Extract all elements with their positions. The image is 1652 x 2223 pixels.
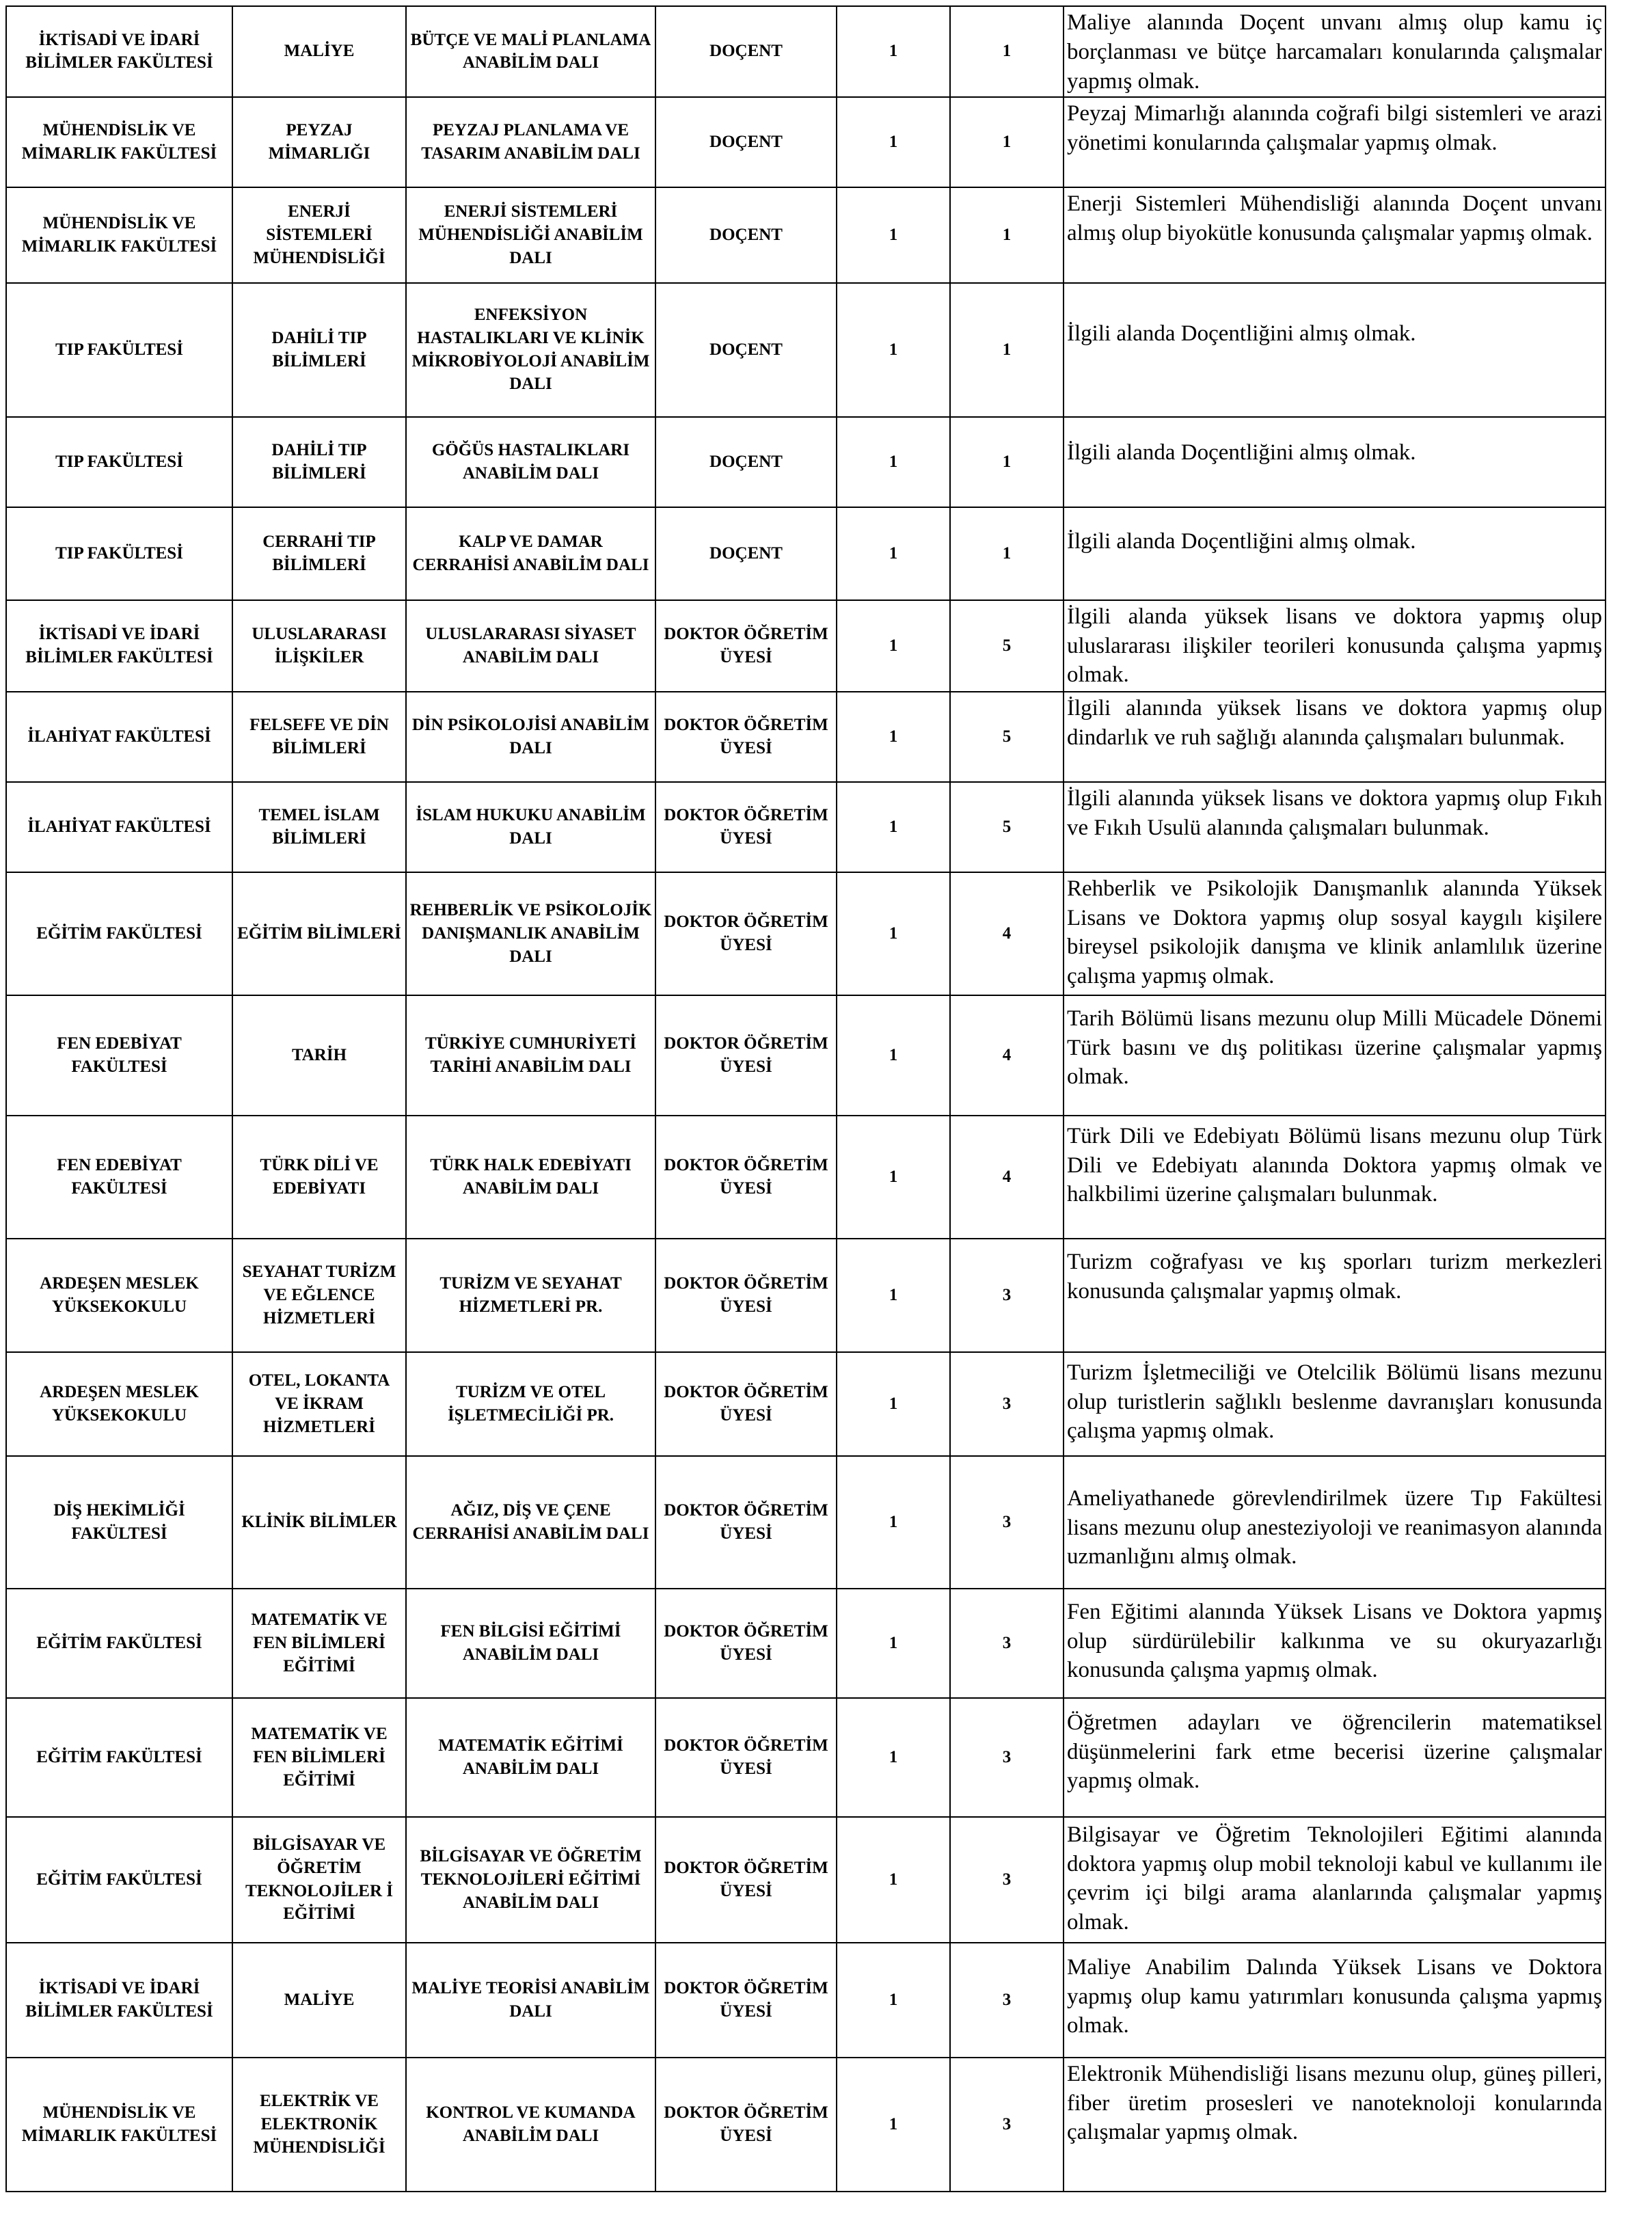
count-cell: 3 bbox=[950, 1943, 1064, 2058]
division-cell: BÜTÇE VE MALİ PLANLAMA ANABİLİM DALI bbox=[406, 6, 655, 97]
degree-cell: 1 bbox=[837, 782, 950, 872]
division-cell: BİLGİSAYAR VE ÖĞRETİM TEKNOLOJİLERİ EĞİTİMİ ANABİLİM DALI bbox=[406, 1817, 655, 1943]
requirement-cell: Fen Eğitimi alanında Yüksek Lisans ve Doktora yapmış olup sürdürülebilir kalkınma ve su okuryazarlığı konusunda çalışma yapmış olmak. bbox=[1064, 1589, 1606, 1698]
title-cell: DOKTOR ÖĞRETİM ÜYESİ bbox=[655, 692, 837, 782]
degree-cell: 1 bbox=[837, 1589, 950, 1698]
title-cell: DOKTOR ÖĞRETİM ÜYESİ bbox=[655, 995, 837, 1116]
faculty-cell: DİŞ HEKİMLİĞİ FAKÜLTESİ bbox=[6, 1456, 232, 1589]
requirement-cell: İlgili alanda Doçentliğini almış olmak. bbox=[1064, 507, 1606, 600]
department-cell: ELEKTRİK VE ELEKTRONİK MÜHENDİSLİĞİ bbox=[232, 2058, 406, 2192]
department-cell: DAHİLİ TIP BİLİMLERİ bbox=[232, 417, 406, 507]
count-cell: 3 bbox=[950, 1589, 1064, 1698]
requirement-cell: Elektronik Mühendisliği lisans mezunu olup, güneş pilleri, fiber üretim prosesleri ve nanoteknoloji konularında çalışmalar yapmış olmak. bbox=[1064, 2058, 1606, 2192]
degree-cell: 1 bbox=[837, 6, 950, 97]
department-cell: TARİH bbox=[232, 995, 406, 1116]
department-cell: KLİNİK BİLİMLER bbox=[232, 1456, 406, 1589]
table-row bbox=[6, 283, 1606, 417]
division-cell: ENFEKSİYON HASTALIKLARI VE KLİNİK MİKROBİYOLOJİ ANABİLİM DALI bbox=[406, 283, 655, 417]
degree-cell: 1 bbox=[837, 283, 950, 417]
title-cell: DOKTOR ÖĞRETİM ÜYESİ bbox=[655, 782, 837, 872]
division-cell: TURİZM VE SEYAHAT HİZMETLERİ PR. bbox=[406, 1239, 655, 1352]
faculty-cell: FEN EDEBİYAT FAKÜLTESİ bbox=[6, 1116, 232, 1239]
degree-cell: 1 bbox=[837, 1817, 950, 1943]
table-row bbox=[6, 1698, 1606, 1817]
table-row bbox=[6, 1239, 1606, 1352]
faculty-cell: EĞİTİM FAKÜLTESİ bbox=[6, 1589, 232, 1698]
count-cell: 3 bbox=[950, 1456, 1064, 1589]
table-row bbox=[6, 995, 1606, 1116]
count-cell: 3 bbox=[950, 1698, 1064, 1817]
degree-cell: 1 bbox=[837, 600, 950, 692]
degree-cell: 1 bbox=[837, 872, 950, 995]
degree-cell: 1 bbox=[837, 97, 950, 187]
table-row bbox=[6, 1589, 1606, 1698]
table-row bbox=[6, 1943, 1606, 2058]
document-page bbox=[5, 5, 1605, 2192]
count-cell: 3 bbox=[950, 2058, 1064, 2192]
department-cell: SEYAHAT TURİZM VE EĞLENCE HİZMETLERİ bbox=[232, 1239, 406, 1352]
requirement-cell: Tarih Bölümü lisans mezunu olup Milli Mücadele Dönemi Türk basını ve dış politikası üzerine çalışmalar yapmış olmak. bbox=[1064, 995, 1606, 1116]
count-cell: 1 bbox=[950, 6, 1064, 97]
count-cell: 4 bbox=[950, 872, 1064, 995]
requirement-cell: Öğretmen adayları ve öğrencilerin matematiksel düşünmelerini fark etme becerisi üzerine çalışmalar yapmış olmak. bbox=[1064, 1698, 1606, 1817]
requirement-cell: Peyzaj Mimarlığı alanında coğrafi bilgi sistemleri ve arazi yönetimi konularında çalışmalar yapmış olmak. bbox=[1064, 97, 1606, 187]
table-row bbox=[6, 692, 1606, 782]
faculty-cell: İKTİSADİ VE İDARİ BİLİMLER FAKÜLTESİ bbox=[6, 6, 232, 97]
department-cell: FELSEFE VE DİN BİLİMLERİ bbox=[232, 692, 406, 782]
requirement-cell: İlgili alanda Doçentliğini almış olmak. bbox=[1064, 283, 1606, 417]
title-cell: DOÇENT bbox=[655, 283, 837, 417]
department-cell: MATEMATİK VE FEN BİLİMLERİ EĞİTİMİ bbox=[232, 1698, 406, 1817]
division-cell: MALİYE TEORİSİ ANABİLİM DALI bbox=[406, 1943, 655, 2058]
title-cell: DOKTOR ÖĞRETİM ÜYESİ bbox=[655, 1589, 837, 1698]
requirement-cell: Maliye Anabilim Dalında Yüksek Lisans ve Doktora yapmış olup kamu yatırımları konusunda çalışma yapmış olmak. bbox=[1064, 1943, 1606, 2058]
department-cell: BİLGİSAYAR VE ÖĞRETİM TEKNOLOJİLER İ EĞİTİMİ bbox=[232, 1817, 406, 1943]
title-cell: DOKTOR ÖĞRETİM ÜYESİ bbox=[655, 1817, 837, 1943]
count-cell: 1 bbox=[950, 187, 1064, 283]
requirement-cell: Maliye alanında Doçent unvanı almış olup kamu iç borçlanması ve bütçe harcamaları konularında çalışmalar yapmış olmak. bbox=[1064, 6, 1606, 97]
faculty-cell: İKTİSADİ VE İDARİ BİLİMLER FAKÜLTESİ bbox=[6, 1943, 232, 2058]
requirement-cell: Turizm İşletmeciliği ve Otelcilik Bölümü lisans mezunu olup turistlerin sağlıklı beslenme davranışları konusunda çalışma yapmış olmak. bbox=[1064, 1352, 1606, 1456]
requirement-cell: İlgili alanda yüksek lisans ve doktora yapmış olup uluslararası ilişkiler teorileri konusunda çalışma yapmış olmak. bbox=[1064, 600, 1606, 692]
degree-cell: 1 bbox=[837, 1456, 950, 1589]
division-cell: PEYZAJ PLANLAMA VE TASARIM ANABİLİM DALI bbox=[406, 97, 655, 187]
table-row bbox=[6, 600, 1606, 692]
requirement-cell: İlgili alanında yüksek lisans ve doktora yapmış olup dindarlık ve ruh sağlığı alanında çalışmaları bulunmak. bbox=[1064, 692, 1606, 782]
division-cell: KALP VE DAMAR CERRAHİSİ ANABİLİM DALI bbox=[406, 507, 655, 600]
faculty-cell: İLAHİYAT FAKÜLTESİ bbox=[6, 692, 232, 782]
degree-cell: 1 bbox=[837, 1943, 950, 2058]
count-cell: 1 bbox=[950, 417, 1064, 507]
title-cell: DOKTOR ÖĞRETİM ÜYESİ bbox=[655, 1116, 837, 1239]
table-row bbox=[6, 1116, 1606, 1239]
department-cell: MALİYE bbox=[232, 1943, 406, 2058]
table-row bbox=[6, 872, 1606, 995]
title-cell: DOKTOR ÖĞRETİM ÜYESİ bbox=[655, 1239, 837, 1352]
department-cell: OTEL, LOKANTA VE İKRAM HİZMETLERİ bbox=[232, 1352, 406, 1456]
division-cell: ENERJİ SİSTEMLERİ MÜHENDİSLİĞİ ANABİLİM DALI bbox=[406, 187, 655, 283]
requirement-cell: İlgili alanda Doçentliğini almış olmak. bbox=[1064, 417, 1606, 507]
degree-cell: 1 bbox=[837, 417, 950, 507]
count-cell: 3 bbox=[950, 1239, 1064, 1352]
degree-cell: 1 bbox=[837, 1698, 950, 1817]
count-cell: 5 bbox=[950, 782, 1064, 872]
degree-cell: 1 bbox=[837, 1116, 950, 1239]
table-row bbox=[6, 97, 1606, 187]
department-cell: CERRAHİ TIP BİLİMLERİ bbox=[232, 507, 406, 600]
degree-cell: 1 bbox=[837, 1239, 950, 1352]
table-row bbox=[6, 6, 1606, 97]
division-cell: MATEMATİK EĞİTİMİ ANABİLİM DALI bbox=[406, 1698, 655, 1817]
department-cell: TEMEL İSLAM BİLİMLERİ bbox=[232, 782, 406, 872]
requirement-cell: İlgili alanında yüksek lisans ve doktora yapmış olup Fıkıh ve Fıkıh Usulü alanında çalışmaları bulunmak. bbox=[1064, 782, 1606, 872]
faculty-cell: MÜHENDİSLİK VE MİMARLIK FAKÜLTESİ bbox=[6, 187, 232, 283]
title-cell: DOKTOR ÖĞRETİM ÜYESİ bbox=[655, 2058, 837, 2192]
requirement-cell: Ameliyathanede görevlendirilmek üzere Tıp Fakültesi lisans mezunu olup anesteziyoloji ve reanimasyon alanında uzmanlığını almış olmak. bbox=[1064, 1456, 1606, 1589]
title-cell: DOKTOR ÖĞRETİM ÜYESİ bbox=[655, 600, 837, 692]
degree-cell: 1 bbox=[837, 2058, 950, 2192]
count-cell: 3 bbox=[950, 1352, 1064, 1456]
department-cell: EĞİTİM BİLİMLERİ bbox=[232, 872, 406, 995]
table-row bbox=[6, 417, 1606, 507]
faculty-cell: MÜHENDİSLİK VE MİMARLIK FAKÜLTESİ bbox=[6, 97, 232, 187]
faculty-cell: TIP FAKÜLTESİ bbox=[6, 417, 232, 507]
count-cell: 4 bbox=[950, 1116, 1064, 1239]
title-cell: DOÇENT bbox=[655, 507, 837, 600]
title-cell: DOKTOR ÖĞRETİM ÜYESİ bbox=[655, 1943, 837, 2058]
table-row bbox=[6, 1456, 1606, 1589]
degree-cell: 1 bbox=[837, 507, 950, 600]
title-cell: DOKTOR ÖĞRETİM ÜYESİ bbox=[655, 1456, 837, 1589]
count-cell: 1 bbox=[950, 283, 1064, 417]
department-cell: MALİYE bbox=[232, 6, 406, 97]
faculty-cell: ARDEŞEN MESLEK YÜKSEKOKULU bbox=[6, 1239, 232, 1352]
faculty-cell: TIP FAKÜLTESİ bbox=[6, 507, 232, 600]
count-cell: 4 bbox=[950, 995, 1064, 1116]
table-row bbox=[6, 187, 1606, 283]
faculty-cell: TIP FAKÜLTESİ bbox=[6, 283, 232, 417]
title-cell: DOKTOR ÖĞRETİM ÜYESİ bbox=[655, 1698, 837, 1817]
faculty-cell: İLAHİYAT FAKÜLTESİ bbox=[6, 782, 232, 872]
division-cell: GÖĞÜS HASTALIKLARI ANABİLİM DALI bbox=[406, 417, 655, 507]
department-cell: TÜRK DİLİ VE EDEBİYATI bbox=[232, 1116, 406, 1239]
faculty-cell: EĞİTİM FAKÜLTESİ bbox=[6, 872, 232, 995]
department-cell: ULUSLARARASI İLİŞKİLER bbox=[232, 600, 406, 692]
division-cell: TURİZM VE OTEL İŞLETMECİLİĞİ PR. bbox=[406, 1352, 655, 1456]
division-cell: KONTROL VE KUMANDA ANABİLİM DALI bbox=[406, 2058, 655, 2192]
department-cell: DAHİLİ TIP BİLİMLERİ bbox=[232, 283, 406, 417]
title-cell: DOKTOR ÖĞRETİM ÜYESİ bbox=[655, 872, 837, 995]
faculty-cell: ARDEŞEN MESLEK YÜKSEKOKULU bbox=[6, 1352, 232, 1456]
department-cell: MATEMATİK VE FEN BİLİMLERİ EĞİTİMİ bbox=[232, 1589, 406, 1698]
division-cell: DİN PSİKOLOJİSİ ANABİLİM DALI bbox=[406, 692, 655, 782]
division-cell: REHBERLİK VE PSİKOLOJİK DANIŞMANLIK ANABİLİM DALI bbox=[406, 872, 655, 995]
requirement-cell: Türk Dili ve Edebiyatı Bölümü lisans mezunu olup Türk Dili ve Edebiyatı alanında Doktora yapmış olmak ve halkbilimi üzerine çalışmaları bulunmak. bbox=[1064, 1116, 1606, 1239]
title-cell: DOÇENT bbox=[655, 417, 837, 507]
count-cell: 1 bbox=[950, 507, 1064, 600]
degree-cell: 1 bbox=[837, 995, 950, 1116]
table-row bbox=[6, 1817, 1606, 1943]
requirement-cell: Turizm coğrafyası ve kış sporları turizm merkezleri konusunda çalışmalar yapmış olmak. bbox=[1064, 1239, 1606, 1352]
table-row bbox=[6, 782, 1606, 872]
table-row bbox=[6, 2058, 1606, 2192]
requirement-cell: Bilgisayar ve Öğretim Teknolojileri Eğitimi alanında doktora yapmış olup mobil teknoloji kabul ve kullanımı ile çevrim içi bilgi arama alanlarında çalışmalar yapmış olmak. bbox=[1064, 1817, 1606, 1943]
faculty-cell: EĞİTİM FAKÜLTESİ bbox=[6, 1817, 232, 1943]
division-cell: ULUSLARARASI SİYASET ANABİLİM DALI bbox=[406, 600, 655, 692]
title-cell: DOKTOR ÖĞRETİM ÜYESİ bbox=[655, 1352, 837, 1456]
count-cell: 1 bbox=[950, 97, 1064, 187]
title-cell: DOÇENT bbox=[655, 97, 837, 187]
faculty-cell: İKTİSADİ VE İDARİ BİLİMLER FAKÜLTESİ bbox=[6, 600, 232, 692]
division-cell: FEN BİLGİSİ EĞİTİMİ ANABİLİM DALI bbox=[406, 1589, 655, 1698]
title-cell: DOÇENT bbox=[655, 187, 837, 283]
title-cell: DOÇENT bbox=[655, 6, 837, 97]
degree-cell: 1 bbox=[837, 1352, 950, 1456]
degree-cell: 1 bbox=[837, 692, 950, 782]
division-cell: İSLAM HUKUKU ANABİLİM DALI bbox=[406, 782, 655, 872]
department-cell: ENERJİ SİSTEMLERİ MÜHENDİSLİĞİ bbox=[232, 187, 406, 283]
count-cell: 5 bbox=[950, 600, 1064, 692]
staff-positions-table bbox=[5, 5, 1606, 2192]
faculty-cell: FEN EDEBİYAT FAKÜLTESİ bbox=[6, 995, 232, 1116]
degree-cell: 1 bbox=[837, 187, 950, 283]
faculty-cell: MÜHENDİSLİK VE MİMARLIK FAKÜLTESİ bbox=[6, 2058, 232, 2192]
count-cell: 3 bbox=[950, 1817, 1064, 1943]
requirement-cell: Enerji Sistemleri Mühendisliği alanında Doçent unvanı almış olup biyokütle konusunda çalışmalar yapmış olmak. bbox=[1064, 187, 1606, 283]
division-cell: TÜRKİYE CUMHURİYETİ TARİHİ ANABİLİM DALI bbox=[406, 995, 655, 1116]
faculty-cell: EĞİTİM FAKÜLTESİ bbox=[6, 1698, 232, 1817]
division-cell: AĞIZ, DİŞ VE ÇENE CERRAHİSİ ANABİLİM DALI bbox=[406, 1456, 655, 1589]
count-cell: 5 bbox=[950, 692, 1064, 782]
division-cell: TÜRK HALK EDEBİYATI ANABİLİM DALI bbox=[406, 1116, 655, 1239]
table-row bbox=[6, 1352, 1606, 1456]
department-cell: PEYZAJ MİMARLIĞI bbox=[232, 97, 406, 187]
table-row bbox=[6, 507, 1606, 600]
requirement-cell: Rehberlik ve Psikolojik Danışmanlık alanında Yüksek Lisans ve Doktora yapmış olup sosyal kaygılı kişilere bireysel psikolojik danışma ve klinik anlamlılık üzerine çalışma yapmış olmak. bbox=[1064, 872, 1606, 995]
